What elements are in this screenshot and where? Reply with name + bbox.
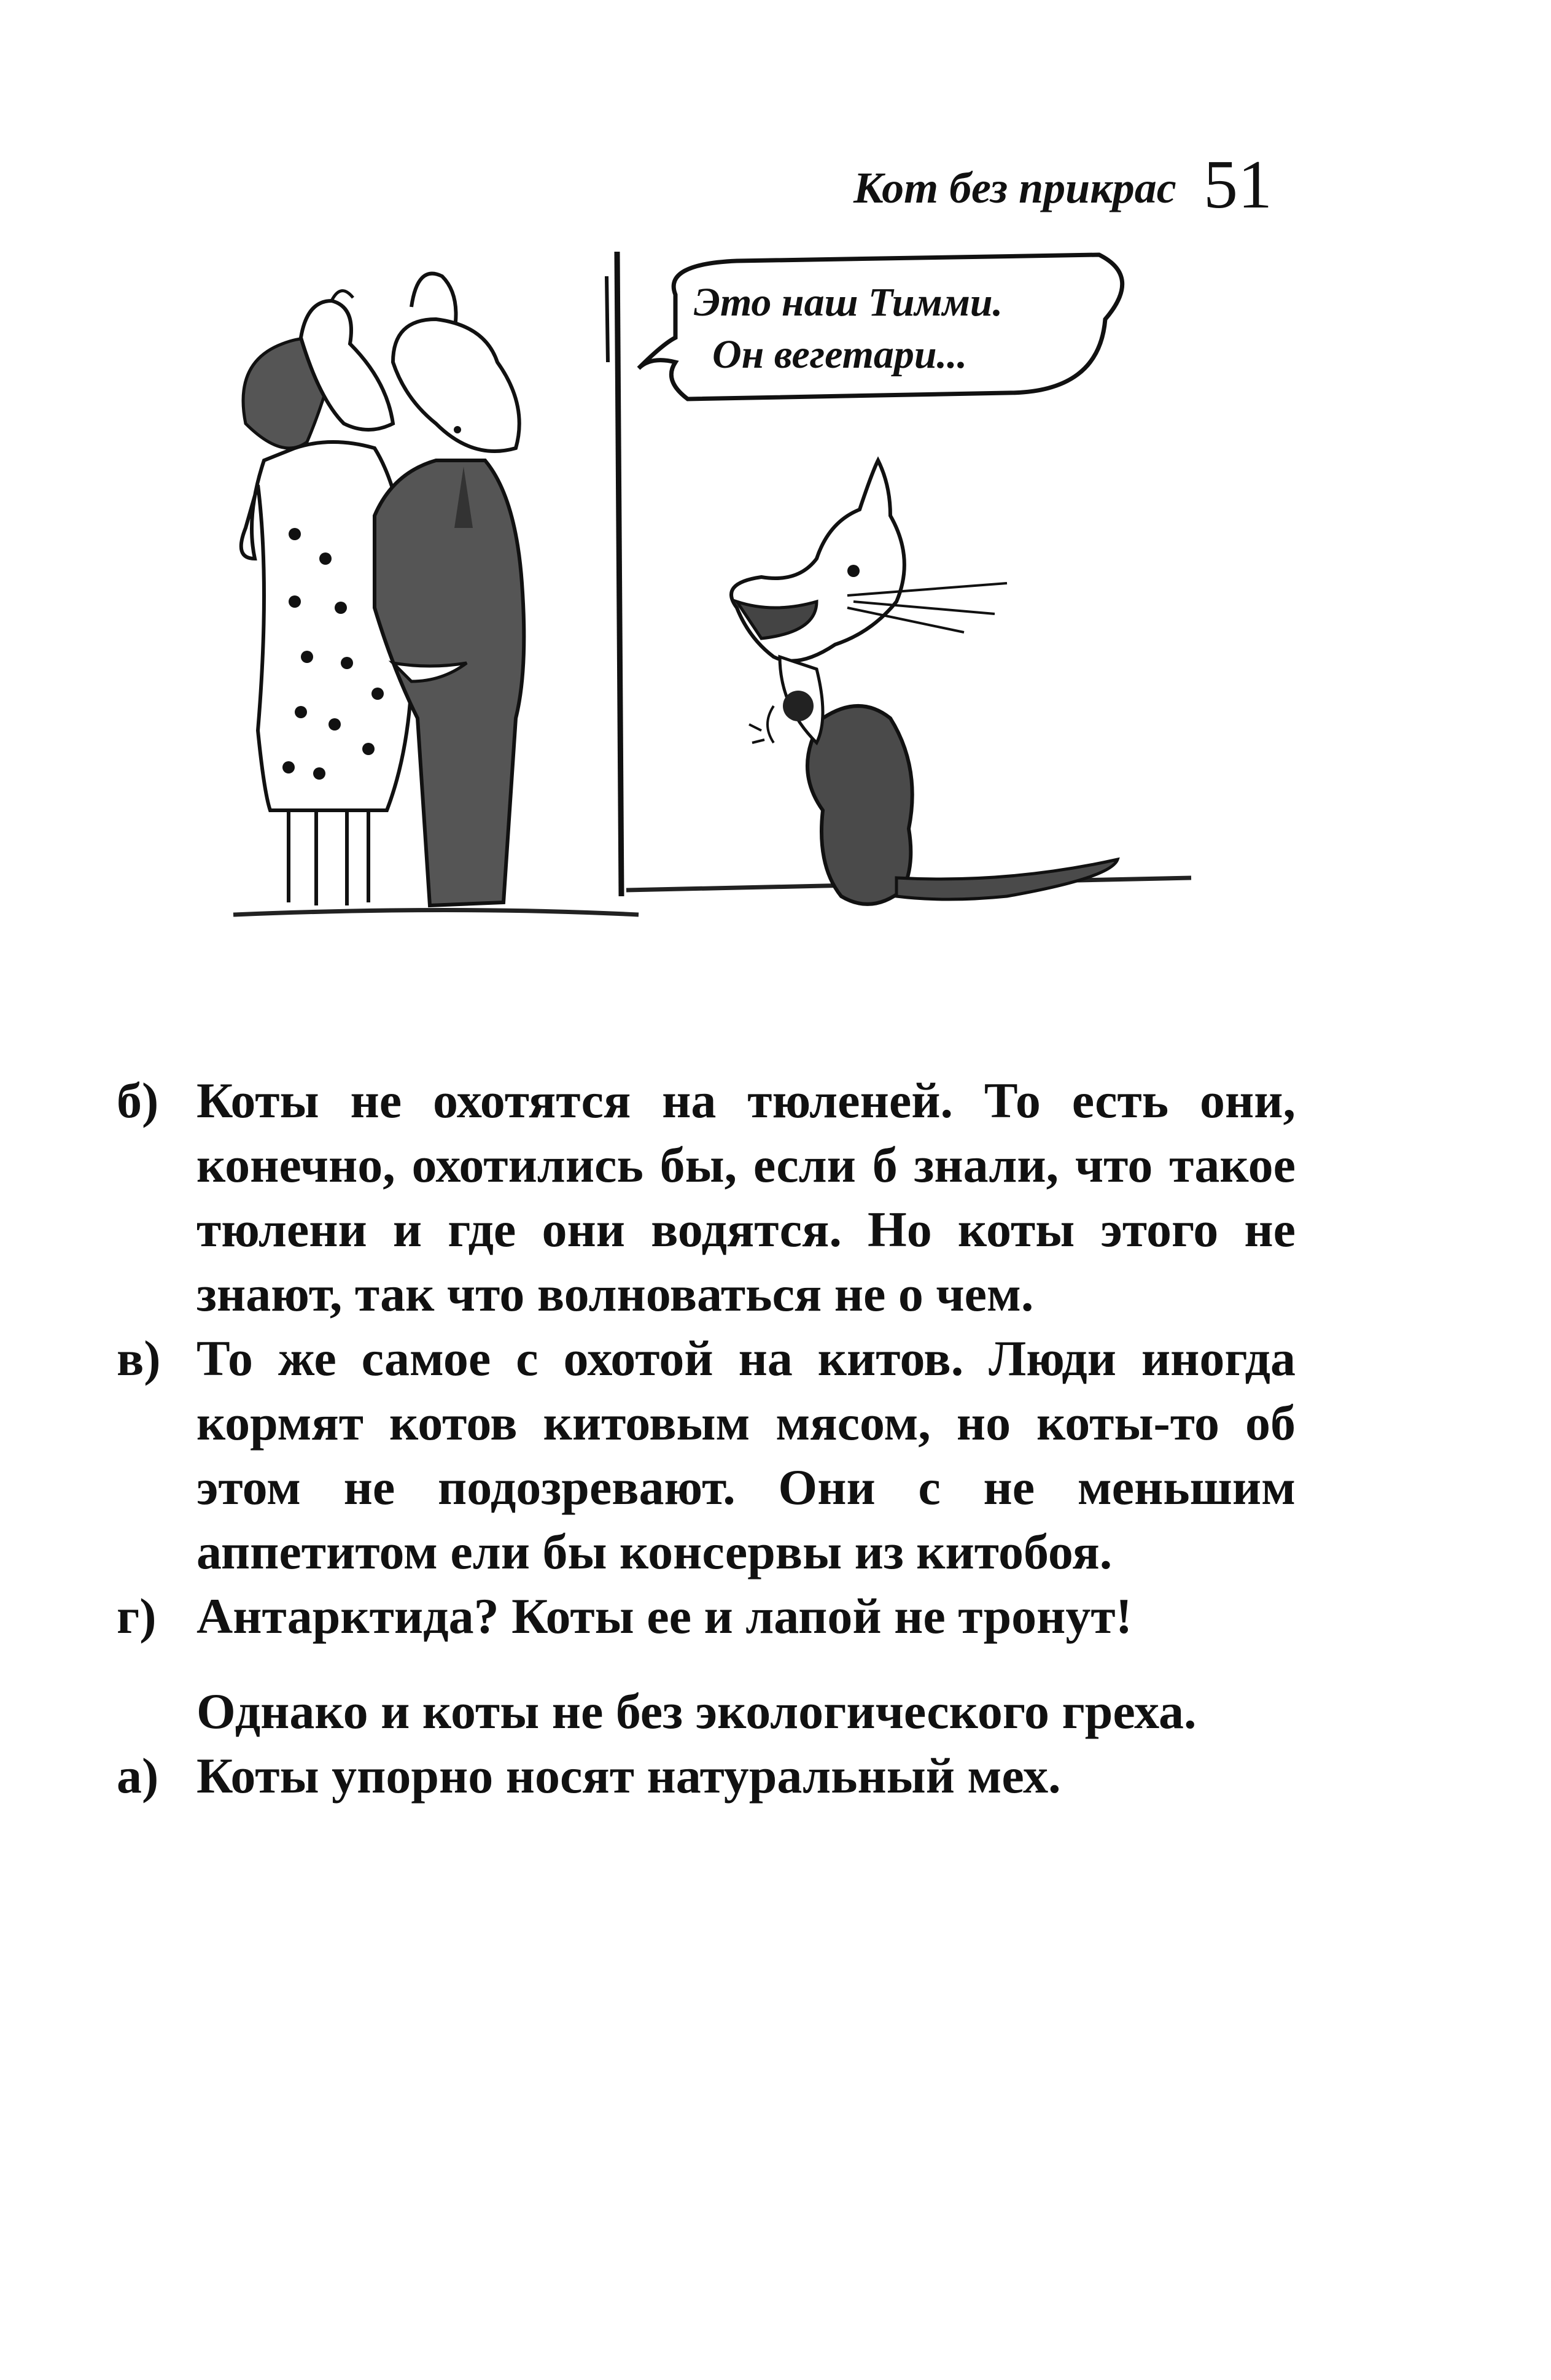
- page-number: 51: [1203, 147, 1272, 223]
- list-marker: б): [117, 1072, 159, 1128]
- list-marker: г): [117, 1588, 157, 1644]
- list-item-text: Коты упорно носят натуральный мех.: [196, 1748, 1061, 1804]
- list-marker: в): [117, 1330, 161, 1386]
- list-item: [117, 1584, 1296, 1648]
- list-item: [117, 1326, 1296, 1584]
- list-item-text: Коты не охотятся на тюленей. То есть они, конечно, охотились бы, если б знали, что такое тюлени и где они водятся. Но коты этого не знают, так что волноваться не о чем.: [196, 1072, 1296, 1322]
- cat-figure: [731, 460, 1118, 904]
- bubble-line-1: Это наш Тимми.: [694, 280, 1003, 325]
- list-item: [117, 1743, 1296, 1808]
- cartoon-drawing: [209, 239, 1203, 1007]
- list-item-text: То же самое с охотой на китов. Люди иногда кормят котов китовым мясом, но коты-то об этом не подозревают. Они с не меньшим аппетитом ели бы консервы из китобоя.: [196, 1330, 1296, 1580]
- page-header: [853, 147, 1283, 230]
- list-marker: а): [117, 1748, 159, 1804]
- man-figure: [375, 274, 524, 905]
- bubble-line-2: Он вегетари...: [712, 332, 968, 377]
- running-title: Кот без прикрас: [853, 163, 1176, 212]
- body-text: [117, 1068, 1296, 1808]
- paragraph: Однако и коты не без экологического греха.: [196, 1683, 1197, 1739]
- cartoon-illustration: [209, 239, 1203, 1007]
- list-item: [117, 1068, 1296, 1326]
- list-item-text: Антарктида? Коты ее и лапой не тронут!: [196, 1588, 1133, 1644]
